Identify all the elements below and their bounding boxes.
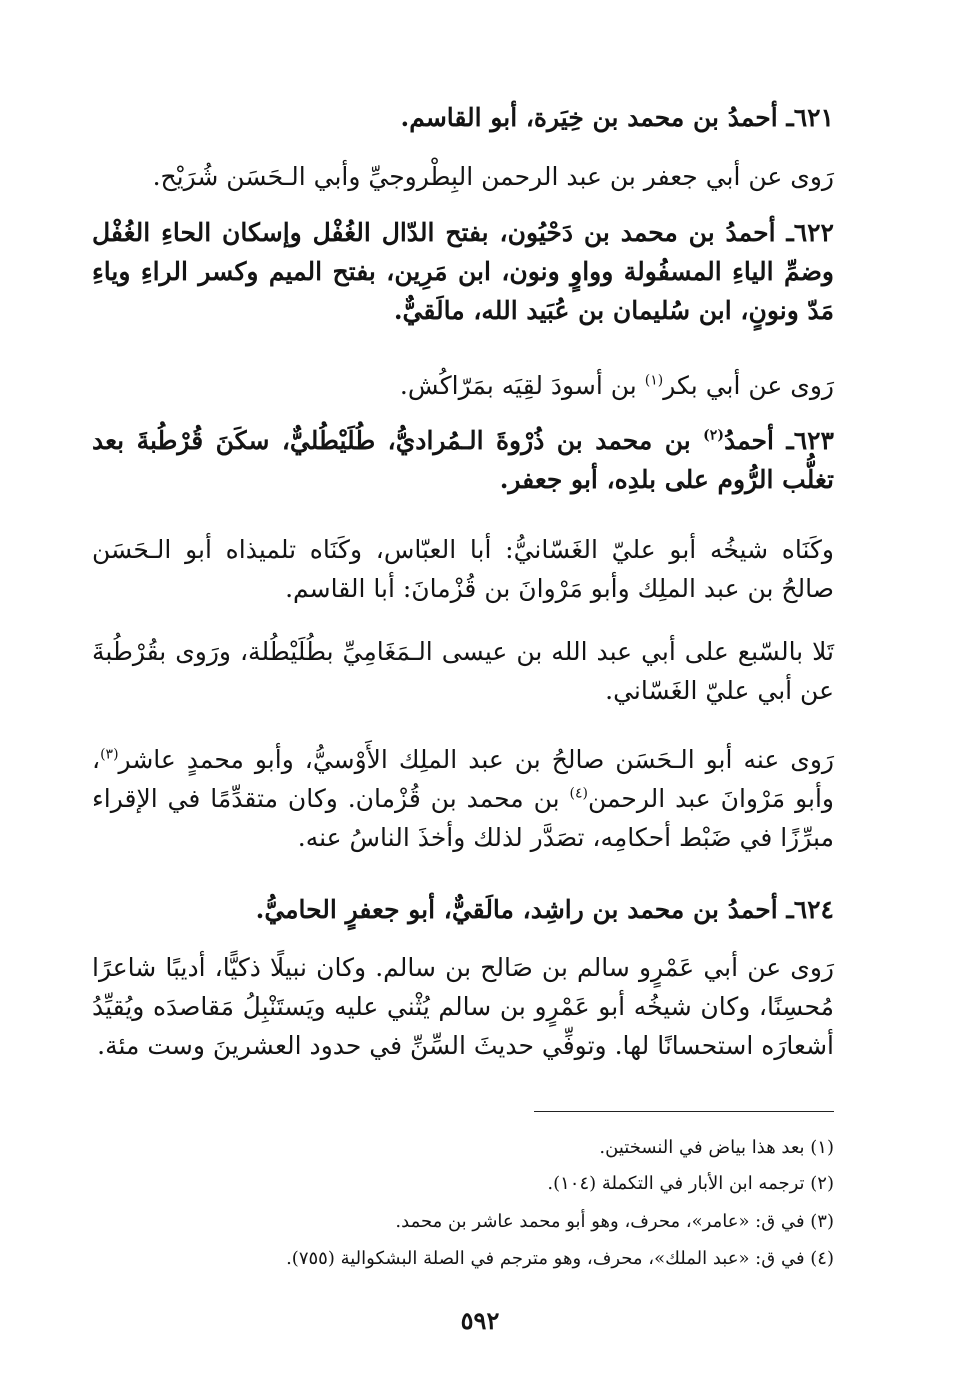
entry-623-paragraph-3-part-c: بن محمد بن قُزْمان. وكان متقدِّمًا في الإقراء مبرِّزًا في ضَبْط أحكامِه، تصَدَّر لذلك وأخذَ الناسُ عنه. [92,784,834,852]
entry-623-heading-part-b: بن محمد بن ذُرْوةَ الـمُراديُّ، طُلَيْطُليٌّ، سكَنَ قُرْطُبةَ بعد تغلُّب الرُّوم على بلدِه، أبو جعفر. [92,426,834,494]
entry-621-heading: ٦٢١ـ أحمدُ بن محمد بن خِيَرة، أبو القاسم. [400,103,834,132]
entry-623-paragraph-3-part-a: رَوى عنه أبو الـحَسَن صالحُ بن عبد الملِك الأَوْسيُّ، وأبو محمدٍ عاشر [118,745,834,774]
entry-624-body: رَوى عن أبي عَمْرٍو سالم بن صَالح بن سالم. وكان نبيلًا ذكيًّا، أديبًا شاعرًا مُحسِنًا، وكان شيخُه أبو عَمْرٍو بن سالم يُثْني عليه ويَستَنْبِلُ مَقاصدَه ويُقيِّدُ أشعارَه استحسانًا لها. وتوفِّي حديثَ السِّنِّ في حدود العشرينَ وست مئة. [92,953,834,1060]
footnote-separator [534,1111,834,1112]
footnote-ref-2: (٢) [703,427,724,444]
entry-623-paragraph-3 [92,740,834,857]
footnote-ref-3: (٣) [100,746,119,763]
entry-624-heading: ٦٢٤ـ أحمدُ بن محمد بن راشِد، مالَقيٌّ، أبو جعفرٍ الحاميُّ. [255,895,834,924]
entry-622-body [92,366,834,405]
entry-623-paragraph-1: وكَنَاه شيخُه أبو عليّ الغَسّانيُّ: أبا العبّاس، وكَنَاه تلميذاه أبو الـحَسَن صالحُ بن عبد الملِك وأبو مَرْوانَ بن قُزْمانَ: أبا القاسم. [92,535,834,603]
entry-622-body-part-a: رَوى عن أبي بكر [663,371,834,400]
entry-622-body-part-b: بن أسودَ لقِيَه بمَرّاكُش. [399,371,645,400]
footnote-4: (٤) في ق: «عبد الملك»، محرف، وهو مترجم في الصلة البشكوالية (٧٥٥). [286,1248,834,1269]
entry-623-paragraph-3-part-b: ، وأبو مَرْوانَ عبد الرحمن [92,745,834,813]
footnote-3: (٣) في ق: «عامر»، محرف، وهو أبو محمد عاشر بن محمد. [395,1211,834,1232]
entry-623-heading-part-a: ٦٢٣ـ أحمدُ [723,426,834,455]
page-number: ٥٩٢ [460,1306,500,1335]
footnote-2: (٢) ترجمه ابن الأبار في التكملة (١٠٤). [547,1173,834,1194]
entry-621-body: رَوى عن أبي جعفر بن عبد الرحمن البِطْروجيِّ وأبي الـحَسَن شُرَيْح. [152,162,834,191]
footnote-ref-1: (١) [644,372,664,389]
entry-622-heading: ٦٢٢ـ أحمدُ بن محمد بن دَحْيُون، بفتح الدّال الغُفْل وإسكان الحاءِ الغُفْل وضمِّ الياءِ المسفُولة وواوٍ ونون، ابن مَرِين، بفتح الميم وكسر الراءِ وياءِ مَدّ ونونٍ، ابن سُليمان بن عُبَيد الله، مالَقيٌّ. [92,218,834,325]
footnote-1: (١) بعد هذا بياض في النسختين. [599,1137,834,1158]
entry-623-heading [92,421,834,499]
footnote-ref-4: (٤) [569,785,588,802]
entry-623-paragraph-2: تَلا بالسّبع على أبي عبد الله بن عيسى الـمَغَامِيِّ بطُلَيْطُلة، ورَوى بقُرْطُبةَ عن أبي عليّ الغَسّاني. [92,637,834,705]
